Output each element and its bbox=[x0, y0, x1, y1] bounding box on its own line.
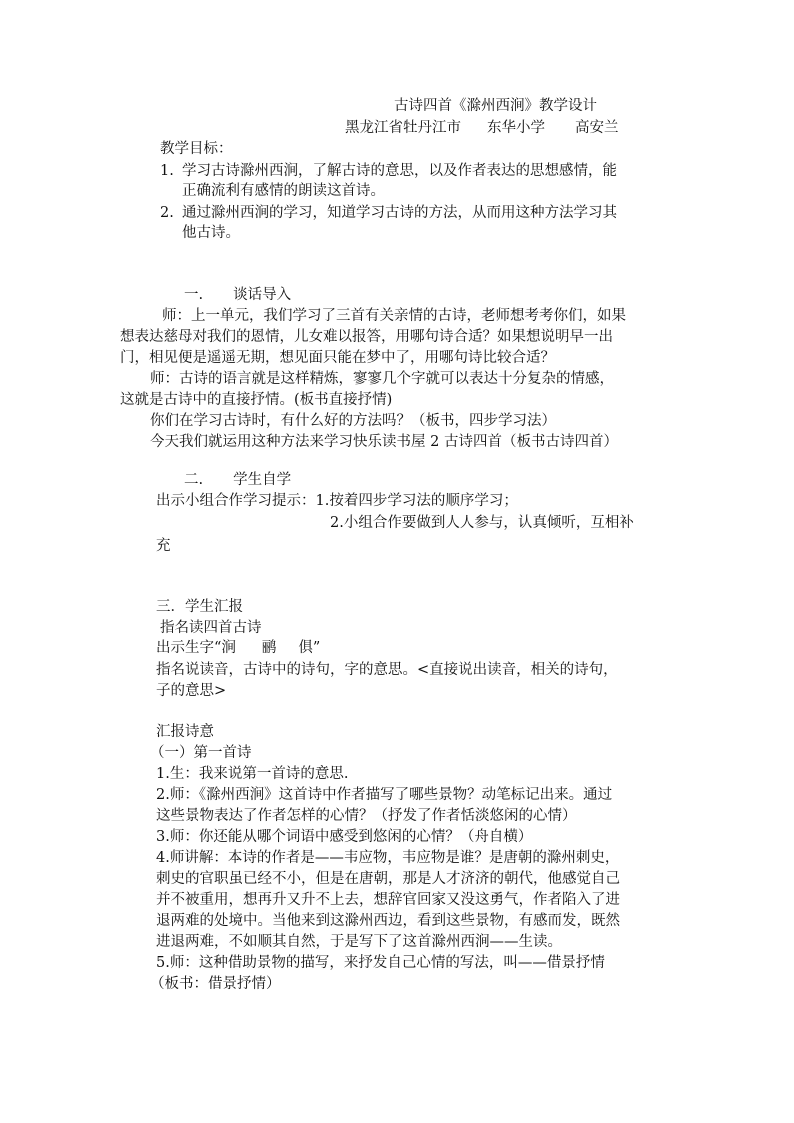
new-character: 鹂 bbox=[261, 640, 277, 656]
author-place: 黑龙江省牡丹江市 bbox=[345, 120, 461, 136]
author-school: 东华小学 bbox=[487, 120, 545, 136]
objective-item-1-cont: 正确流利有感情的朗读这首诗。 bbox=[182, 183, 385, 199]
paragraph-line: 3.师：你还能从哪个词语中感受到悠闲的心情？（舟自横） bbox=[156, 829, 533, 845]
paragraph-line: 你们在学习古诗时，有什么好的方法吗？（板书，四步学习法） bbox=[150, 413, 556, 429]
document-title: 古诗四首《滁州西涧》教学设计 bbox=[394, 98, 597, 114]
paragraph-line: 这就是古诗中的直接抒情。(板书直接抒情) bbox=[120, 392, 393, 408]
section-number: 二. bbox=[184, 472, 204, 488]
new-characters-line bbox=[156, 638, 320, 658]
paragraph-line: 5.师：这种借助景物的描写，来抒发自己心情的写法，叫——借景抒情 bbox=[156, 955, 605, 971]
paragraph-line: 指名说读音，古诗中的诗句，字的意思。<直接说出读音，相关的诗句， bbox=[156, 662, 618, 678]
paragraph-line: 想表达慈母对我们的恩情，儿女难以报答，用哪句诗合适？如果想说明早一出 bbox=[120, 329, 613, 345]
objective-text: 通过滁州西涧的学习，知道学习古诗的方法，从而用这种方法学习其 bbox=[182, 205, 617, 221]
paragraph-line: 进退两难，不如顺其自然，于是写下了这首滁州西涧——生读。 bbox=[156, 934, 562, 950]
section-title: 谈话导入 bbox=[233, 287, 292, 303]
paragraph-line: 出示小组合作学习提示：1.按着四步学习法的顺序学习； bbox=[156, 493, 518, 509]
author-line bbox=[345, 118, 619, 138]
objective-item-2 bbox=[160, 203, 617, 223]
paragraph-line: 2.师：《滁州西涧》这首诗中作者描写了哪些景物？动笔标记出来。通过 bbox=[156, 787, 613, 803]
paragraph-line: 2.小组合作要做到人人参与，认真倾听，互相补 bbox=[330, 515, 634, 531]
paragraph-line: 刺史的官职虽已经不小，但是在唐朝，那是人才济济的朝代，他感觉自己 bbox=[156, 871, 620, 887]
section-number: 一. bbox=[184, 287, 204, 303]
new-character: 俱” bbox=[298, 640, 321, 656]
paragraph-line: 师：上一单元，我们学习了三首有关亲情的古诗，老师想考考你们，如果 bbox=[162, 308, 626, 324]
objective-number: 1. bbox=[160, 163, 174, 179]
paragraph-line: 这些景物表达了作者怎样的心情？（抒发了作者恬淡悠闲的心情） bbox=[156, 808, 577, 824]
paragraph-line: 充 bbox=[156, 538, 171, 554]
objective-text: 学习古诗滁州西涧，了解古诗的意思，以及作者表达的思想感情，能 bbox=[182, 163, 617, 179]
paragraph-line: 并不被重用，想再升又升不上去，想辞官回家又没这勇气，作者陷入了进 bbox=[156, 892, 620, 908]
objective-item-1 bbox=[160, 161, 617, 181]
paragraph-line: 今天我们就运用这种方法来学习快乐读书屋 2 古诗四首（板书古诗四首） bbox=[150, 434, 618, 450]
paragraph-line: 4.师讲解：本诗的作者是——韦应物，韦应物是谁？是唐朝的滁州刺史， bbox=[156, 850, 620, 866]
paragraph-line: 师：古诗的语言就是这样精炼，寥寥几个字就可以表达十分复杂的情感， bbox=[150, 371, 614, 387]
section-heading bbox=[184, 470, 291, 490]
paragraph-line: （板书：借景抒情） bbox=[150, 976, 281, 992]
objectives-heading: 教学目标： bbox=[160, 141, 233, 157]
objective-item-2-cont: 他古诗。 bbox=[182, 225, 240, 241]
report-heading: 汇报诗意 bbox=[156, 724, 214, 740]
paragraph-line: 1.生：我来说第一首诗的意思. bbox=[156, 766, 349, 782]
section-heading: 三．学生汇报 bbox=[156, 599, 243, 615]
paragraph-line: 指名读四首古诗 bbox=[160, 620, 262, 636]
section-title: 学生自学 bbox=[233, 472, 292, 488]
author-name: 高安兰 bbox=[575, 120, 619, 136]
paragraph-line: 退两难的处境中。当他来到这滁州西边，看到这些景物，有感而发，既然 bbox=[156, 913, 620, 929]
objective-number: 2. bbox=[160, 205, 174, 221]
paragraph-line: 门，相见便是遥遥无期，想见面只能在梦中了，用哪句诗比较合适？ bbox=[120, 350, 555, 366]
new-characters-label: 出示生字“涧 bbox=[156, 640, 236, 656]
section-heading bbox=[184, 285, 291, 305]
paragraph-line: 子的意思> bbox=[156, 683, 227, 699]
report-subheading: （一）第一首诗 bbox=[150, 745, 252, 761]
